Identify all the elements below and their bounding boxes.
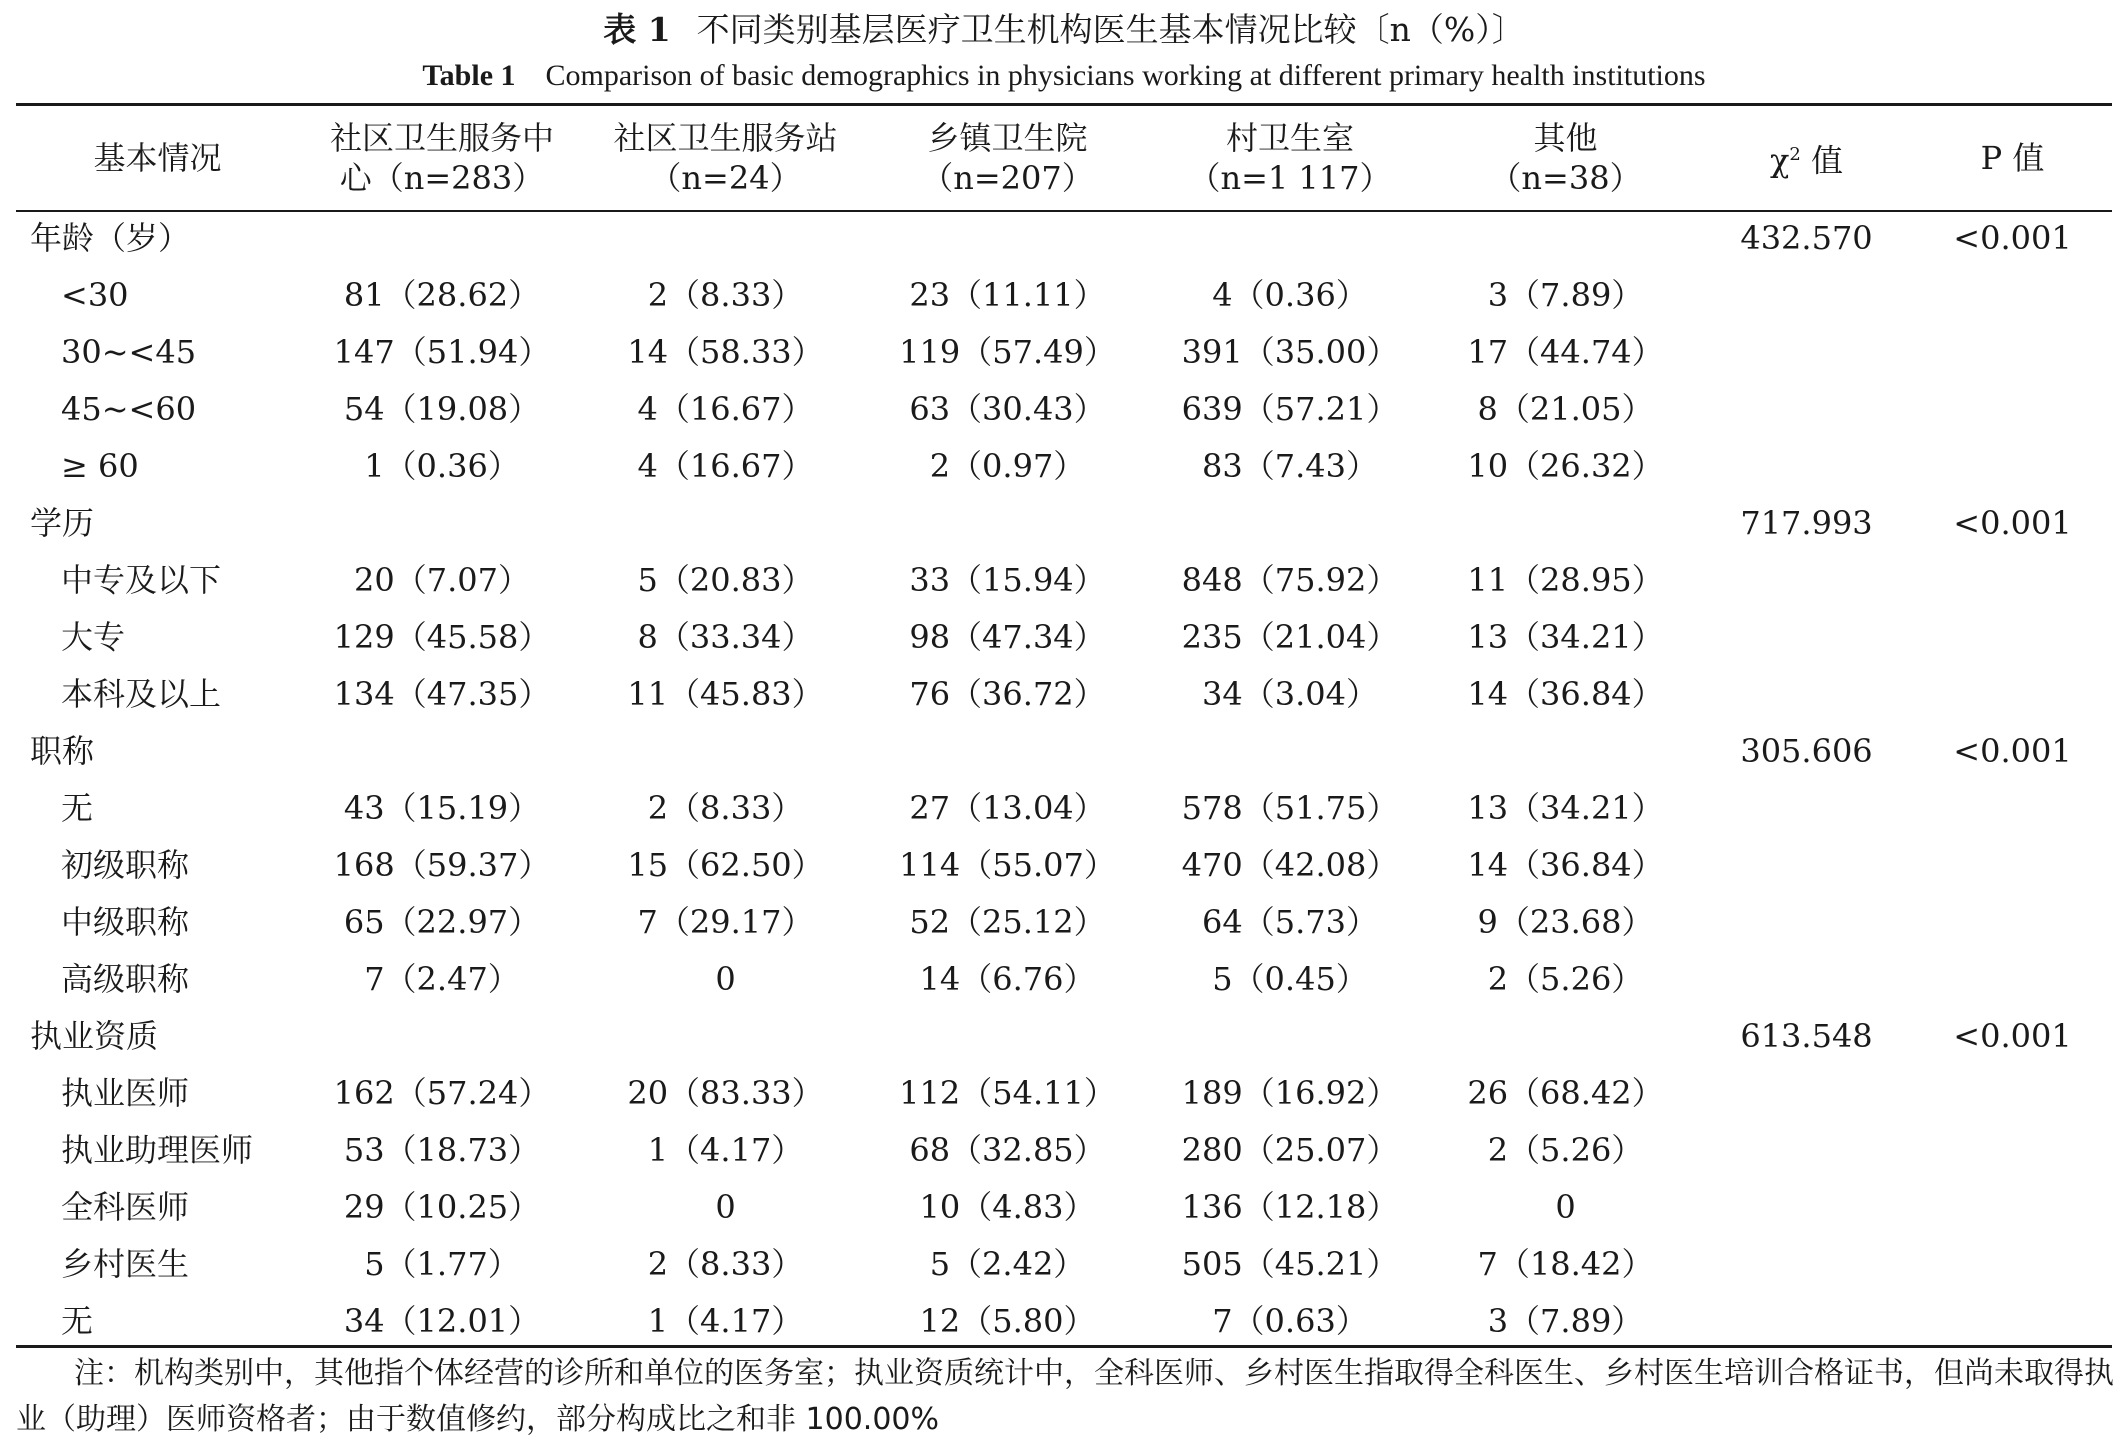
table-cell [1700, 951, 1913, 1008]
table-cell: 33（15.94） [909, 561, 1106, 599]
table-cell [1913, 666, 2112, 723]
table-cell: 2（8.33） [647, 789, 804, 827]
row-label: 初级职称 [61, 846, 190, 884]
row-label: ≥ 60 [61, 447, 139, 485]
table-cell: 2（0.97） [929, 447, 1086, 485]
table-cell: 63（30.43） [909, 390, 1106, 428]
row-label: 执业助理医师 [61, 1131, 254, 1169]
table-cell: <0.001 [1953, 504, 2072, 542]
table-cell [1149, 210, 1431, 267]
table-row [16, 324, 2112, 381]
table-cell [1913, 780, 2112, 837]
table-cell [585, 1008, 866, 1065]
table-cell: 2（8.33） [647, 276, 804, 314]
table-cell [1913, 1179, 2112, 1236]
row-label: <30 [61, 276, 129, 314]
table-cell [585, 723, 866, 780]
table-cell: 2（5.26） [1487, 1131, 1644, 1169]
row-label: 执业资质 [30, 1017, 159, 1055]
table-caption-en [0, 56, 2128, 96]
table-row [16, 438, 2112, 495]
table-cell [1913, 381, 2112, 438]
table-cell: 7（29.17） [637, 903, 814, 941]
col-header-community-center: 社区卫生服务中 心（n=283） [329, 119, 554, 197]
table-cell: 1（4.17） [647, 1131, 804, 1169]
table-cell [1700, 552, 1913, 609]
table-cell [1913, 1122, 2112, 1179]
table-row [16, 609, 2112, 666]
table-footnote: 注：机构类别中，其他指个体经营的诊所和单位的医务室；执业资质统计中，全科医师、乡村医生指取得全科医生、乡村医生培训合格证书，但尚未取得执业（助理）医师资格者；由于数值修约，部分构成比之和非 100.00% [16, 1356, 2114, 1437]
table-cell: 14（58.33） [627, 333, 824, 371]
table-cell: 7（2.47） [364, 960, 520, 998]
table-row [16, 780, 2112, 837]
row-label: 学历 [30, 504, 95, 542]
row-label: 乡村医生 [61, 1245, 190, 1283]
table-number-cn: 表 1 [603, 10, 671, 49]
table-cell [1700, 609, 1913, 666]
table-cell: 162（57.24） [333, 1074, 551, 1112]
table-row [16, 837, 2112, 894]
table-row [16, 381, 2112, 438]
col-header-township-hospital: 乡镇卫生院 （n=207） [921, 119, 1094, 197]
table-cell: 68（32.85） [909, 1131, 1106, 1169]
table-cell: 134（47.35） [333, 675, 551, 713]
table-cell: 5（20.83） [637, 561, 814, 599]
table-cell: 14（36.84） [1467, 846, 1664, 884]
row-label: 中专及以下 [61, 561, 222, 599]
header-row [16, 106, 2112, 210]
data-table [16, 106, 2112, 1350]
table-cell [1149, 1008, 1431, 1065]
group-row [16, 1008, 2112, 1065]
table-cell: <0.001 [1953, 219, 2072, 257]
table-cell: 54（19.08） [343, 390, 541, 428]
table-cell [1700, 780, 1913, 837]
table-row [16, 1236, 2112, 1293]
table-cell: 65（22.97） [343, 903, 541, 941]
row-label: 执业医师 [61, 1074, 190, 1112]
table-cell: 43（15.19） [343, 789, 541, 827]
table-cell: 5（0.45） [1212, 960, 1368, 998]
table-cell: 34（12.01） [343, 1302, 541, 1340]
table-cell: 53（18.73） [343, 1131, 541, 1169]
row-label: 30~<45 [61, 333, 197, 371]
table-cell: 11（28.95） [1467, 561, 1664, 599]
col-header-p-value: P 值 [1980, 139, 2045, 177]
table-cell: 0 [1555, 1188, 1576, 1226]
table-cell: 4（16.67） [637, 390, 814, 428]
table-cell: 26（68.42） [1467, 1074, 1664, 1112]
table-cell [1700, 1179, 1913, 1236]
table-cell: 168（59.37） [333, 846, 551, 884]
row-label: 职称 [30, 732, 95, 770]
table-cell [1700, 1236, 1913, 1293]
col-header-village-clinic: 村卫生室 （n=1 117） [1188, 119, 1392, 197]
table-cell [1913, 1236, 2112, 1293]
table-cell [1431, 495, 1700, 552]
table-cell: 0 [715, 1188, 736, 1226]
table-cell: 129（45.58） [333, 618, 551, 656]
row-label: 无 [61, 789, 94, 827]
table-cell [1700, 837, 1913, 894]
table-cell: <0.001 [1953, 1017, 2072, 1055]
table-cell: 639（57.21） [1181, 390, 1399, 428]
table-row [16, 552, 2112, 609]
table-cell: 112（54.11） [899, 1074, 1116, 1112]
table-row [16, 1122, 2112, 1179]
table-cell: 7（0.63） [1212, 1302, 1368, 1340]
table-cell: 848（75.92） [1181, 561, 1399, 599]
table-cell: 3（7.89） [1487, 276, 1644, 314]
table-caption-cn [0, 8, 2128, 52]
table-cell: 8（33.34） [637, 618, 814, 656]
row-label: 大专 [61, 618, 126, 656]
table-cell: 27（13.04） [909, 789, 1106, 827]
table-cell: 189（16.92） [1181, 1074, 1399, 1112]
table-cell: 136（12.18） [1181, 1188, 1399, 1226]
table-row [16, 267, 2112, 324]
table-row [16, 1065, 2112, 1122]
table-cell: 0 [715, 960, 736, 998]
table-cell: 1（0.36） [364, 447, 520, 485]
row-label: 本科及以上 [61, 675, 222, 713]
table-cell [1700, 324, 1913, 381]
table-cell [1913, 552, 2112, 609]
table-cell [866, 723, 1149, 780]
row-label: 45~<60 [61, 390, 197, 428]
table-cell: 83（7.43） [1202, 447, 1378, 485]
table-cell: 20（83.33） [627, 1074, 824, 1112]
table-cell [299, 1008, 585, 1065]
table-cell: 14（6.76） [919, 960, 1096, 998]
row-label: 高级职称 [61, 960, 190, 998]
group-row [16, 495, 2112, 552]
table-cell: 11（45.83） [627, 675, 824, 713]
table-cell: 64（5.73） [1202, 903, 1378, 941]
table-cell [1149, 495, 1431, 552]
table-cell: 613.548 [1740, 1017, 1873, 1055]
table-cell [1700, 1122, 1913, 1179]
table-cell [299, 723, 585, 780]
table-cell: 7（18.42） [1477, 1245, 1654, 1283]
table-cell: 717.993 [1740, 504, 1873, 542]
table-cell: 13（34.21） [1467, 789, 1664, 827]
table-cell [1700, 894, 1913, 951]
col-header-community-station: 社区卫生服务站 （n=24） [613, 119, 838, 197]
table-cell: 578（51.75） [1181, 789, 1399, 827]
table-cell: 12（5.80） [919, 1302, 1096, 1340]
table-cell: 432.570 [1740, 219, 1873, 257]
table-cell: 98（47.34） [909, 618, 1106, 656]
table-cell [1700, 1293, 1913, 1350]
table-cell [1913, 609, 2112, 666]
table-cell: 34（3.04） [1202, 675, 1378, 713]
table-cell [1913, 951, 2112, 1008]
table-cell: 76（36.72） [909, 675, 1106, 713]
table-cell: 5（1.77） [364, 1245, 520, 1283]
col-header-other: 其他 （n=38） [1489, 119, 1642, 197]
table-cell: 505（45.21） [1181, 1245, 1399, 1283]
table-cell: 114（55.07） [899, 846, 1116, 884]
table-cell: 29（10.25） [343, 1188, 541, 1226]
table-row [16, 1293, 2112, 1350]
table-row [16, 666, 2112, 723]
table-cell [1700, 666, 1913, 723]
table-cell [1913, 324, 2112, 381]
table-row [16, 951, 2112, 1008]
table-cell [1913, 267, 2112, 324]
table-cell [1700, 381, 1913, 438]
table-cell: <0.001 [1953, 732, 2072, 770]
group-row [16, 210, 2112, 267]
row-label: 中级职称 [61, 903, 190, 941]
table-row [16, 1179, 2112, 1236]
table-cell [1913, 894, 2112, 951]
table-cell [1700, 267, 1913, 324]
table-cell [1913, 837, 2112, 894]
table-cell: 81（28.62） [343, 276, 541, 314]
table-cell: 147（51.94） [333, 333, 551, 371]
table-cell [585, 495, 866, 552]
row-label: 全科医师 [61, 1188, 190, 1226]
col-header-chi-square: $\chi^2$ 值 [1769, 141, 1844, 180]
table-cell [1913, 1293, 2112, 1350]
row-label: 无 [61, 1302, 94, 1340]
table-cell: 14（36.84） [1467, 675, 1664, 713]
table-cell: 10（4.83） [919, 1188, 1096, 1226]
table-title-en: Comparison of basic demographics in physicians working at different primary health institutions [545, 59, 1706, 92]
table-cell: 8（21.05） [1477, 390, 1654, 428]
table-cell: 4（16.67） [637, 447, 814, 485]
row-label: 年龄（岁） [30, 219, 191, 257]
table-cell: 3（7.89） [1487, 1302, 1644, 1340]
table-cell [1913, 438, 2112, 495]
table-cell: 305.606 [1740, 732, 1873, 770]
table-cell [1149, 723, 1431, 780]
table-cell: 13（34.21） [1467, 618, 1664, 656]
table-cell [585, 210, 866, 267]
table-cell: 52（25.12） [909, 903, 1106, 941]
table-row [16, 894, 2112, 951]
table-title-cn: 不同类别基层医疗卫生机构医生基本情况比较〔n（%）〕 [696, 10, 1525, 49]
table-cell [866, 210, 1149, 267]
table-cell: 2（8.33） [647, 1245, 804, 1283]
table-cell [299, 210, 585, 267]
table-cell: 391（35.00） [1181, 333, 1399, 371]
table-cell [299, 495, 585, 552]
table-cell: 23（11.11） [909, 276, 1106, 314]
table-cell: 235（21.04） [1181, 618, 1399, 656]
table-cell [866, 1008, 1149, 1065]
table-cell [1431, 210, 1700, 267]
table-number-en: Table 1 [422, 59, 516, 92]
table-cell: 280（25.07） [1181, 1131, 1399, 1169]
table-cell [866, 495, 1149, 552]
table-cell [1431, 1008, 1700, 1065]
col-header-basic-info: 基本情况 [93, 139, 222, 177]
table-cell: 2（5.26） [1487, 960, 1644, 998]
table-cell [1700, 1065, 1913, 1122]
table-cell: 20（7.07） [354, 561, 530, 599]
table-cell: 470（42.08） [1181, 846, 1399, 884]
table-cell: 15（62.50） [627, 846, 824, 884]
table-cell: 10（26.32） [1467, 447, 1664, 485]
table-cell: 119（57.49） [899, 333, 1116, 371]
table-cell [1700, 438, 1913, 495]
table-cell: 17（44.74） [1467, 333, 1664, 371]
table-cell: 1（4.17） [647, 1302, 804, 1340]
table-cell [1431, 723, 1700, 780]
table-cell: 5（2.42） [929, 1245, 1086, 1283]
table-cell: 9（23.68） [1477, 903, 1654, 941]
table-cell [1913, 1065, 2112, 1122]
table-cell: 4（0.36） [1212, 276, 1368, 314]
group-row [16, 723, 2112, 780]
